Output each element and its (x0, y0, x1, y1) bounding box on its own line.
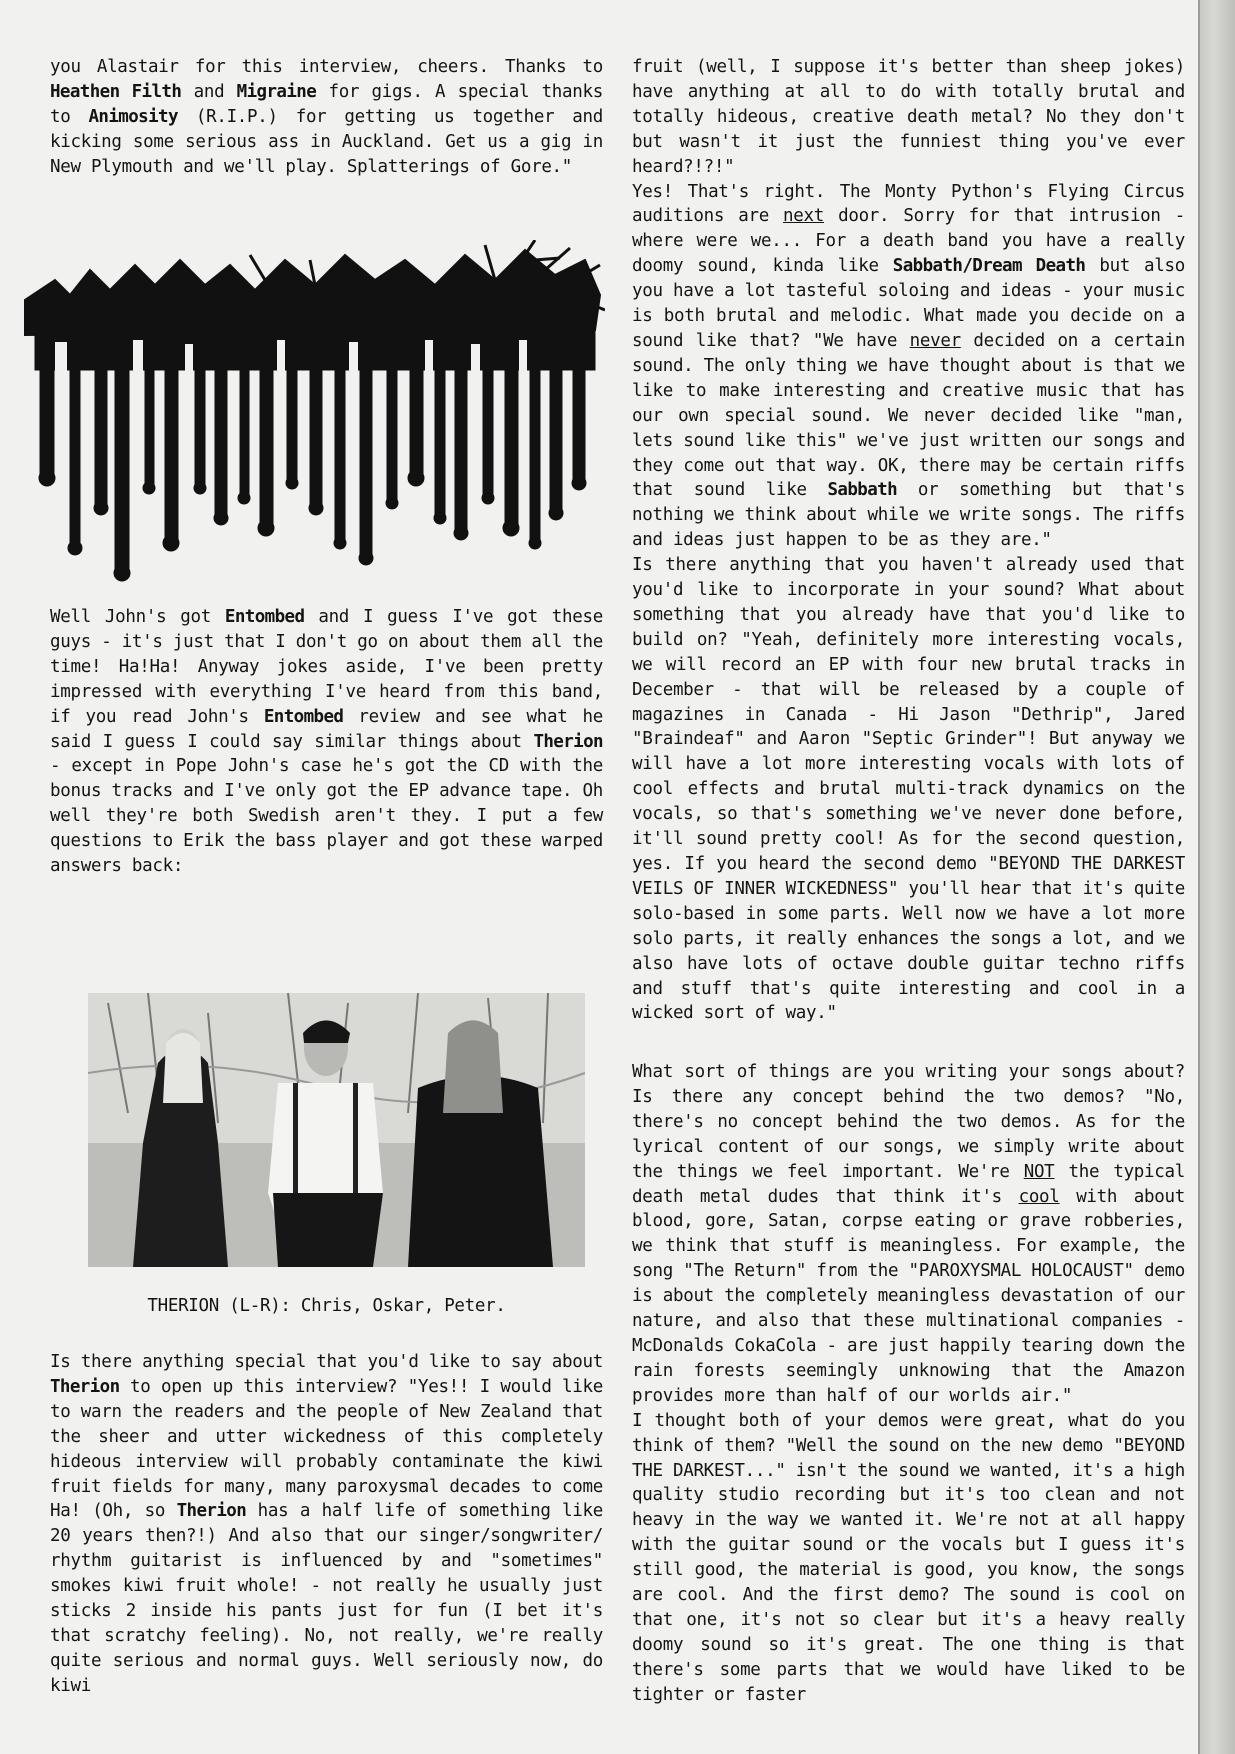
right-block2-text: What sort of things are you writing your songs about? Is there any concept behind the two demos? "No, there's no concept behind the two demos. As for the lyrical content of our songs, we simply write about the things we feel important. We're NOT the typical death metal dudes that think it's cool with about blood, gore, Satan, corpse eating or grave robberies, we think that stuff is meaningless. For example, the song "The Return" from the "PAROXYSMAL HOLOCAUST" demo is about the completely meaningless devastation of our nature, and also that these multinational companies - McDonalds CokaCola - are just happily tearing down the rain forests seemingly unknowing that the Amazon provides more than half of our worlds air." I thought both of your demos were great, what do you think of them? "Well the sound on the new demo "BEYOND THE DARKEST..." isn't the sound we wanted, it's a high quality studio recording but it's too clean and not heavy in the way we wanted it. We're not at all happy with the guitar sound or the vocals but I guess it's still good, the material is good, you know, the songs are cool. And the first demo? The sound is cool on that one, it's not so clear but it's a heavy really doomy sound so it's great. The one thing is that there's some parts that we would have liked to be tighter or faster (632, 1062, 1185, 1705)
page-binding-edge (1198, 0, 1235, 1754)
band-name: Sabbath (827, 480, 898, 501)
underlined-word: NOT (1023, 1161, 1055, 1182)
band-name: Sabbath/Dream Death (892, 256, 1086, 277)
underlined-word: cool (1018, 1186, 1060, 1207)
band-name: Therion (176, 1501, 247, 1522)
photo-caption: THERION (L-R): Chris, Oskar, Peter. (147, 1296, 506, 1316)
therion-logo (15, 240, 605, 590)
band-name: Heathen Filth (50, 81, 182, 102)
band-photo (88, 993, 585, 1267)
band-name: Animosity (88, 106, 178, 127)
band-name: Therion (533, 731, 603, 752)
underlined-word: next (783, 206, 824, 227)
therion-review-intro (50, 605, 603, 879)
band-name: Migraine (236, 81, 317, 102)
interview-question-1 (50, 1350, 603, 1699)
intro-text: you Alastair for this interview, cheers. Thanks to Heathen Filth and Migraine for gigs. A special thanks to Animosity (R.I.P.) for getting us together and kicking some serious ass in Auckland. Get us a gig in New Plymouth and we'll play. Splatterings of Gore." (50, 57, 603, 177)
band-name: Therion (50, 1376, 120, 1397)
interview-ending-paragraph (50, 55, 603, 180)
band-name: Entombed (224, 607, 305, 627)
underlined-word: never (909, 330, 961, 351)
right-column-interview (632, 55, 1185, 1026)
band-name: Entombed (263, 706, 344, 727)
review-text: Well John's got Entombed and I guess I've got these guys - it's just that I don't go on about them all the time! Ha!Ha! Anyway jokes aside, I've been pretty impressed with everything I've heard from this band, if you read John's Entombed review and see what he said I guess I could say similar things about Therion - except in Pope John's case he's got the CD with the bonus tracks and I've only got the EP advance tape. Oh well they're both Swedish aren't they. I put a few questions to Erik the bass player and got these warped answers back: (50, 607, 603, 877)
right-block1-text: fruit (well, I suppose it's better than sheep jokes) have anything at all to do with totally brutal and totally hideous, creative death metal? No they don't but wasn't it just the funniest thing you've ever heard?!?!" Yes! That's right. The Monty Python's Flying Circus auditions are next door. Sorry for that intrusion - where were we... For a death band you have a really doomy sound, kinda like Sabbath/Dream Death but also you have a lot tasteful soloing and ideas - your music is both brutal and melodic. What made you decide on a sound like that? "We have never decided on a certain sound. The only thing we have thought about is that we like to make interesting and creative music that has our own special sound. We never decided like "man, lets sound like this" we've just written our songs and they come out that way. OK, there may be certain riffs that sound like Sabbath or something but that's nothing we think about while we write songs. The riffs and ideas just happen to be as they are." Is there anything that you haven't already used that you'd like to incorporate in your sound? What about something that you already have that you'd like to build on? "Yeah, definitely more interesting vocals, we will record an EP with four new brutal tracks in December - that will be released by a couple of magazines in Canada - Hi Jason "Dethrip", Jared "Braindeaf" and Aaron "Septic Grinder"! But anyway we will have a lot more interesting vocals with lots of cool effects and brutal multi-track dynamics on the vocals, so that's something we've never done before, it'll sound pretty cool! As for the second question, yes. If you heard the second demo "BEYOND THE DARKEST VEILS OF INNER WICKEDNESS" you'll hear that it's quite solo-based in some parts. Well now we have a lot more solo parts, it really enhances the songs a lot, and we also have lots of octave double guitar techno riffs and stuff that's quite interesting and cool in a wicked sort of way." (632, 57, 1185, 1024)
question1-text: Is there anything special that you'd like to say about Therion to open up this interview? "Yes!! I would like to warn the readers and the people of New Zealand that the sheer and utter wickedness of this completely hideous interview will probably contaminate the kiwi fruit fields for many, many paroxysmal decades to come Ha! (Oh, so Therion has a half life of something like 20 years then?!) And also that our singer/songwriter/ rhythm guitarist is influenced by and "sometimes" smokes kiwi fruit whole! - not really he usually just sticks 2 inside his pants just for fun (I bet it's that scratchy feeling). No, not really, we're really quite serious and normal guys. Well seriously now, do kiwi (50, 1352, 603, 1696)
right-column-interview-continued (632, 1060, 1185, 1708)
